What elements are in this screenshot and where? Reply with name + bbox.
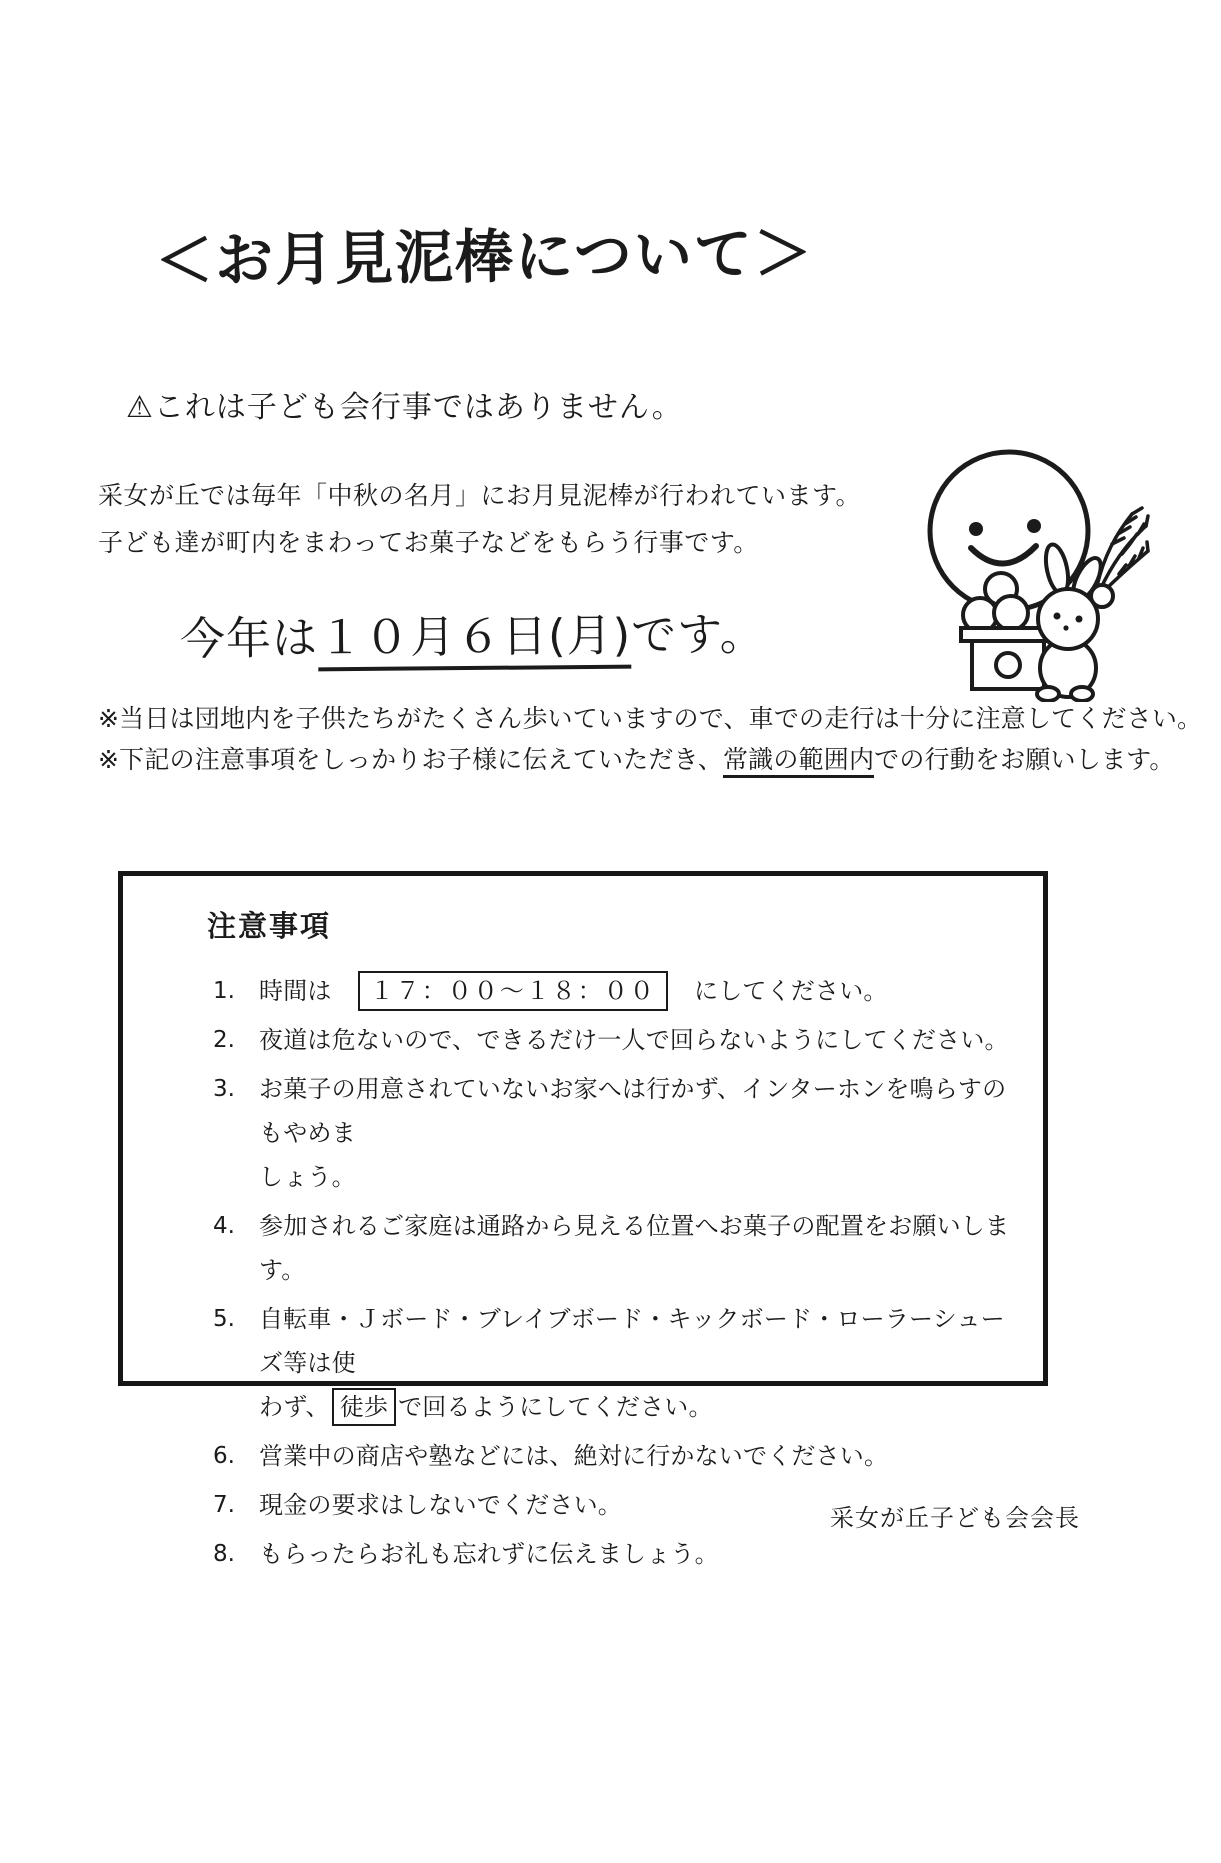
boxed-emphasis: １７：００～１８：００ — [358, 971, 668, 1011]
text-segment: 現金の要求はしないでください。 — [259, 1491, 622, 1519]
date-prefix: 今年は — [179, 611, 319, 666]
notice-item — [213, 1018, 1023, 1062]
page-title: ＜お月見泥棒について＞ — [154, 218, 815, 296]
notice-item — [213, 969, 1023, 1013]
text-segment: 営業中の商店や塾などには、絶対に行かないでください。 — [259, 1442, 889, 1470]
boxed-emphasis: 徒歩 — [332, 1388, 396, 1426]
note-2-post: での行動をお願いします。 — [874, 745, 1175, 774]
item-number: 3. — [213, 1076, 235, 1102]
text-segment: もらったらお礼も忘れずに伝えましょう。 — [259, 1540, 719, 1568]
item-text — [259, 1067, 1023, 1199]
item-number: 1. — [213, 978, 235, 1004]
pampas-grass-icon — [1097, 508, 1148, 592]
intro-line-1: 采女が丘では毎年「中秋の名月」にお月見泥棒が行われています。 — [98, 481, 862, 510]
notice-item — [213, 1204, 1023, 1292]
notice-item — [213, 1434, 1023, 1478]
text-segment: で回るようにしてください。 — [398, 1393, 713, 1421]
item-number: 5. — [213, 1306, 235, 1332]
notice-item — [213, 1067, 1023, 1199]
event-date-line — [180, 597, 766, 667]
signature-text: 采女が丘子ども会会長 — [830, 1504, 1080, 1532]
note-2-pre: ※下記の注意事項をしっかりお子様に伝えていただき、 — [98, 745, 723, 774]
item-number: 7. — [213, 1492, 235, 1518]
text-segment: 自転車・Ｊボード・ブレイブボード・キックボード・ローラーシューズ等は使 — [259, 1305, 1005, 1377]
item-number: 6. — [213, 1443, 235, 1469]
intro-paragraph — [98, 472, 861, 566]
text-segment: 時間は — [259, 977, 356, 1005]
item-text — [259, 1297, 1023, 1429]
item-number: 8. — [213, 1541, 235, 1567]
caution-note-1: ※当日は団地内を子供たちがたくさん歩いていますので、車での走行は十分に注意してください。 — [98, 704, 1203, 733]
text-segment: にしてください。 — [669, 977, 888, 1005]
event-date: １０月６日(月) — [318, 609, 632, 672]
item-text — [259, 1532, 1023, 1576]
text-segment: しょう。 — [259, 1163, 356, 1191]
item-text — [259, 969, 1023, 1013]
item-text — [259, 1204, 1023, 1292]
caution-notes — [98, 698, 1202, 780]
item-number: 4. — [213, 1213, 235, 1239]
item-text — [259, 1434, 1023, 1478]
text-segment: 参加されるご家庭は通路から見える位置へお菓子の配置をお願いします。 — [259, 1212, 1010, 1284]
otsukimi-illustration — [916, 438, 1150, 702]
date-suffix: です。 — [630, 607, 766, 662]
text-segment: わず、 — [259, 1393, 330, 1421]
warning-text: ⚠これは子ども会行事ではありません。 — [126, 390, 683, 425]
notice-list — [213, 969, 1023, 1576]
caution-note-2 — [98, 739, 1202, 780]
notice-item — [213, 1297, 1023, 1429]
rules-heading: 注意事項 — [207, 909, 332, 943]
item-number: 2. — [213, 1027, 235, 1053]
note-2-underlined: 常識の範囲内 — [723, 745, 874, 778]
text-segment: 夜道は危ないので、できるだけ一人で回らないようにしてください。 — [259, 1026, 1009, 1054]
notice-item — [213, 1532, 1023, 1576]
item-text — [259, 1018, 1023, 1062]
text-segment: お菓子の用意されていないお家へは行かず、インターホンを鳴らすのもやめま — [259, 1075, 1007, 1147]
intro-line-2: 子ども達が町内をまわってお菓子などをもらう行事です。 — [98, 528, 759, 557]
